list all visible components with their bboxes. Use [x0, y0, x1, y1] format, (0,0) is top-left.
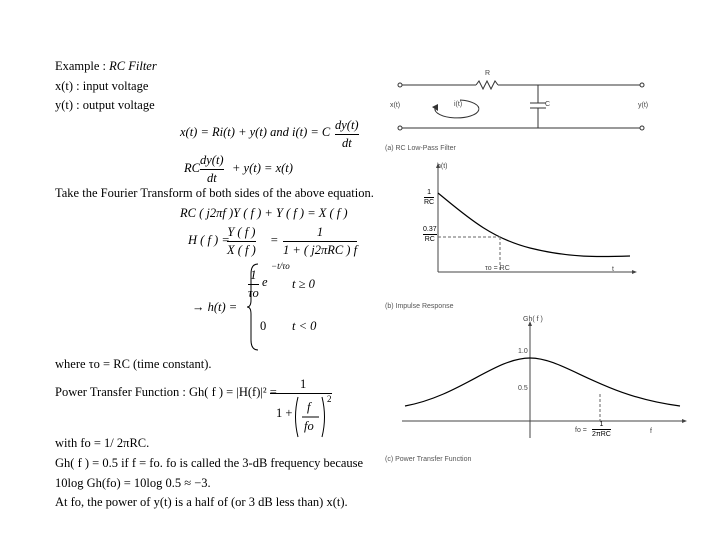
circuit-caption: (a) RC Low-Pass Filter	[385, 145, 456, 152]
impulse-case1-fraction: 1 τo	[248, 268, 259, 300]
power-transfer-label: Power Transfer Function : Gh( f ) = |H(f)|² =	[55, 385, 277, 399]
impulse-peak-label: 1 RC	[424, 189, 435, 206]
equation-kvl-fraction: dy(t) dt	[335, 118, 359, 150]
ptf-den-fo: fo	[304, 419, 314, 433]
impulse-case2-condition: t < 0	[292, 319, 317, 333]
ptf-fo-label: fo =	[575, 427, 587, 434]
impulse-case1-exponent: −t/τo	[271, 261, 290, 271]
impulse-caption: (b) Impulse Response	[385, 303, 454, 310]
impulse-response-plot	[380, 160, 660, 280]
time-constant-sentence: where τo = RC (time constant).	[55, 357, 212, 371]
input-voltage-label: x(t)	[390, 102, 401, 109]
equation-de-suffix: + y(t) = x(t)	[232, 161, 293, 175]
capacitor-label: C	[545, 101, 551, 108]
fourier-sentence: Take the Fourier Transform of both sides of the above equation.	[55, 186, 374, 200]
ptf-caption: (c) Power Transfer Function	[385, 456, 472, 463]
equation-kvl: x(t) = Ri(t) + y(t) and i(t) = C	[180, 125, 331, 139]
y-definition: y(t) : output voltage	[55, 98, 155, 112]
ptf-square: 2	[327, 394, 332, 404]
rc-circuit-diagram	[380, 70, 700, 150]
equation-fourier: RC ( j2πf )Y ( f ) + Y ( f ) = X ( f )	[180, 206, 348, 220]
resistor-label: R	[485, 70, 491, 77]
half-power-sentence: At fo, the power of y(t) is a half of (or 3 dB less than) x(t).	[55, 495, 348, 509]
power-transfer-plot	[400, 318, 700, 438]
cutoff-frequency-definition: with fo = 1/ 2πRC.	[55, 436, 150, 450]
impulse-decay-curve	[438, 193, 630, 257]
ptf-f-label: f	[650, 428, 652, 435]
ptf-y-label: Gh( f )	[523, 316, 543, 323]
impulse-case1-exp-base: e	[262, 275, 268, 289]
impulse-tau-label: τo = RC	[485, 265, 510, 272]
equation-impulse-prefix: → h(t) =	[192, 300, 238, 314]
impulse-t-label: t	[612, 266, 614, 273]
output-voltage-label: y(t)	[638, 102, 649, 109]
ptf-label-05: 0.5	[518, 385, 528, 392]
three-db-sentence: Gh( f ) = 0.5 if f = fo. fo is called the 3-dB frequency because	[55, 456, 364, 470]
impulse-case1-condition: t ≥ 0	[292, 277, 315, 291]
equation-de-prefix: RC	[184, 161, 200, 175]
ptf-fraction-bar	[270, 393, 332, 394]
example-heading: Example : RC Filter	[55, 59, 157, 73]
resistor-symbol	[476, 81, 498, 89]
ptf-numerator: 1	[300, 377, 307, 391]
x-definition: x(t) : input voltage	[55, 79, 149, 93]
ptf-bell-curve	[405, 358, 680, 406]
impulse-case2-value: 0	[260, 319, 267, 333]
equation-h-equals: =	[270, 233, 279, 247]
equation-de-fraction: dy(t) dt	[200, 153, 224, 185]
impulse-037-label: 0.37 RC	[423, 226, 437, 243]
current-label: i(t)	[454, 101, 463, 108]
ptf-fo-fraction: 1 2πRC	[592, 421, 611, 438]
ptf-denominator-prefix: 1 +	[276, 406, 293, 420]
impulse-y-label: h(t)	[437, 163, 448, 170]
equation-h-fraction: Y ( f ) X ( f )	[227, 225, 256, 257]
log-equation: 10log Gh(fo) = 10log 0.5 ≈ −3.	[55, 476, 211, 490]
ptf-label-1: 1.0	[518, 348, 528, 355]
equation-h-prefix: H ( f ) =	[188, 233, 230, 247]
ptf-den-f: f	[307, 400, 311, 414]
equation-h-fraction-2: 1 1 + ( j2πRC ) f	[283, 225, 358, 257]
